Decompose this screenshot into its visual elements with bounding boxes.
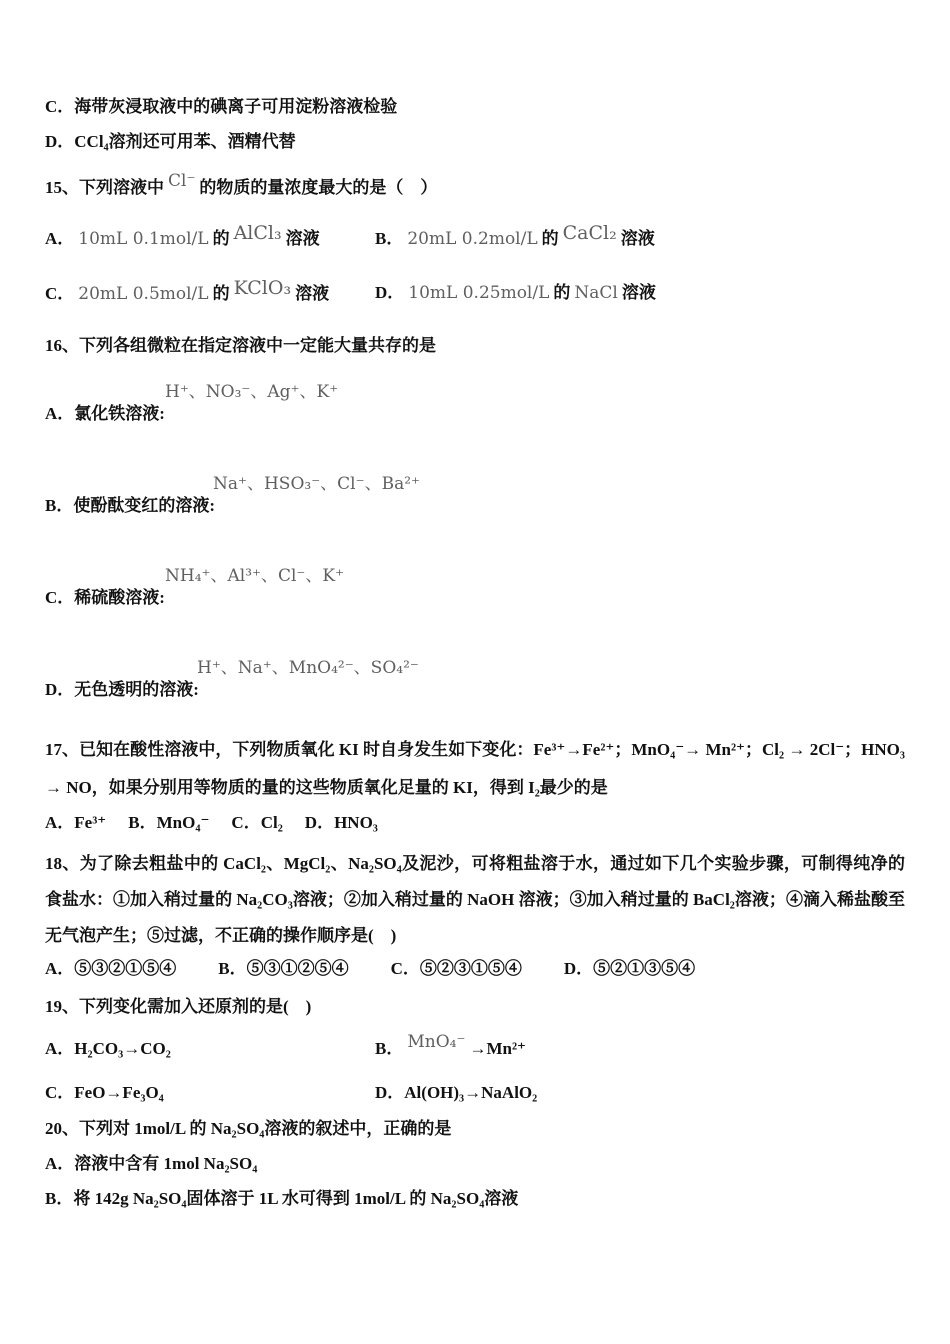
q15-chloride-formula: Cl⁻ (168, 171, 196, 191)
q17-option-a: A．Fe³⁺ (45, 813, 107, 832)
q16-option-c (45, 565, 905, 609)
option-label: C． (45, 284, 75, 303)
q14-option-d: D．CCl₄溶剂还可用苯、酒精代替 (45, 132, 296, 151)
option-label: A． (45, 229, 75, 248)
chemical-formula: AlCl₃ (233, 222, 282, 244)
q17-stem: 17、已知在酸性溶液中，下列物质氧化 KI 时自身发生如下变化：Fe³⁺→Fe²⁺；MnO₄⁻→ Mn²⁺；Cl₂ → 2Cl⁻；HNO₃ → NO，如果分别用等物质的量的这些物质氧化足量的 KI，得到 I₂最少的是 (45, 740, 905, 797)
option-rest-text: →Mn²⁺ (469, 1039, 527, 1058)
option-label: D． (375, 283, 405, 302)
q18-option-b: B．⑤③①②⑤④ (218, 959, 349, 978)
q17-options-row (45, 812, 905, 834)
q14-option-c: C．海带灰浸取液中的碘离子可用淀粉溶液检验 (45, 97, 398, 116)
q15-option-a (45, 222, 375, 250)
permanganate-formula: MnO₄⁻ (407, 1032, 466, 1052)
q16-option-d (45, 657, 905, 701)
q19-options-row-cd (45, 1082, 905, 1104)
q20-option-a: A．溶液中含有 1mol Na₂SO₄ (45, 1154, 258, 1173)
chemical-formula: NaCl (574, 283, 618, 303)
ion-list-formula: H⁺、NO₃⁻、Ag⁺、K⁺ (165, 382, 339, 402)
chemical-formula: CaCl₂ (562, 222, 617, 244)
suffix-text: 溶液 (621, 283, 656, 302)
q19-options-row-ab (45, 1032, 905, 1060)
amount-formula: 20mL 0.5mol/L (78, 284, 209, 304)
chemical-formula: KClO₃ (233, 277, 292, 299)
ion-option-label: D．无色透明的溶液: (45, 680, 199, 699)
q17-option-c: C．Cl₂ (231, 813, 283, 832)
q16-option-b (45, 473, 905, 517)
q19-option-b (375, 1032, 905, 1060)
particle-text: 的 (212, 229, 230, 248)
q18-option-c: C．⑤②③①⑤④ (390, 959, 522, 978)
q16-option-a (45, 381, 905, 425)
q15-option-c (45, 277, 375, 305)
q15-option-b (375, 222, 905, 250)
q18-stem: 18、为了除去粗盐中的 CaCl₂、MgCl₂、Na₂SO₄及泥沙，可将粗盐溶于水，通过如下几个实验步骤，可制得纯净的食盐水：①加入稍过量的 Na₂CO₃溶液；②加入稍过量的 NaOH 溶液；③加入稍过量的 BaCl₂溶液；④滴入稀盐酸至无气泡产生；⑤过滤，不正确的操作顺序是( ) (45, 854, 905, 945)
ion-list-formula: NH₄⁺、Al³⁺、Cl⁻、K⁺ (165, 566, 345, 586)
q15-stem (45, 171, 905, 199)
ion-list-formula: Na⁺、HSO₃⁻、Cl⁻、Ba²⁺ (213, 474, 421, 494)
ion-option-label: A．氯化铁溶液: (45, 404, 165, 423)
q18-options-row (45, 958, 905, 980)
q20-option-b: B．将 142g Na₂SO₄固体溶于 1L 水可得到 1mol/L 的 Na₂SO₄溶液 (45, 1189, 519, 1208)
ion-option-label: C．稀硫酸溶液: (45, 588, 165, 607)
q20-stem: 20、下列对 1mol/L 的 Na₂SO₄溶液的叙述中，正确的是 (45, 1119, 452, 1138)
q19-option-a: A．H₂CO₃→CO₂ (45, 1039, 171, 1058)
q19-option-d: D．Al(OH)₃→NaAlO₂ (375, 1083, 538, 1102)
amount-formula: 20mL 0.2mol/L (407, 229, 538, 249)
option-label: B． (375, 1039, 404, 1058)
particle-text: 的 (553, 283, 571, 302)
q18-option-a: A．⑤③②①⑤④ (45, 959, 177, 978)
q16-stem: 16、下列各组微粒在指定溶液中一定能大量共存的是 (45, 336, 436, 355)
q15-stem-pre: 15、下列溶液中 (45, 178, 164, 197)
amount-formula: 10mL 0.25mol/L (408, 283, 550, 303)
ion-option-label: B．使酚酞变红的溶液: (45, 496, 215, 515)
particle-text: 的 (212, 284, 230, 303)
suffix-text: 溶液 (620, 229, 655, 248)
q17-option-b: B．MnO₄⁻ (128, 813, 210, 832)
q15-options-row-ab (45, 222, 905, 250)
amount-formula: 10mL 0.1mol/L (78, 229, 209, 249)
suffix-text: 溶液 (285, 229, 320, 248)
q15-options-row-cd (45, 277, 905, 305)
suffix-text: 溶液 (295, 284, 330, 303)
ion-list-formula: H⁺、Na⁺、MnO₄²⁻、SO₄²⁻ (197, 658, 419, 678)
option-label: B． (375, 229, 404, 248)
q15-option-d (375, 282, 905, 305)
q18-option-d: D．⑤②①③⑤④ (563, 959, 696, 978)
q19-option-c: C．FeO→Fe₃O₄ (45, 1083, 164, 1102)
q19-stem: 19、下列变化需加入还原剂的是( ) (45, 997, 312, 1016)
particle-text: 的 (541, 229, 559, 248)
q15-stem-post: 的物质的量浓度最大的是（ ） (199, 178, 438, 197)
q17-option-d: D．HNO₃ (304, 813, 378, 832)
